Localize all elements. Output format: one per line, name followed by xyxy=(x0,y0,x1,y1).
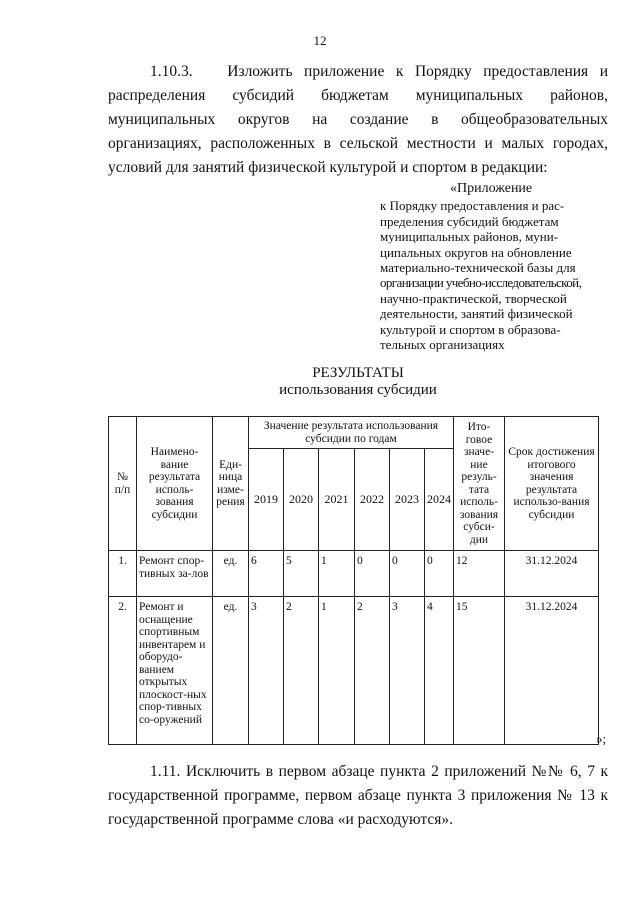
header-year: 2023 xyxy=(390,449,425,551)
intro-paragraph-text: Изложить приложение к Порядку предоставления и распределения субсидий бюджетам муниципальных районов, муниципальных округов на создание в общеобразовательных организациях, расположенных в сельской местности и малых городах, условий для занятий физической культурой и спортом в редакции: xyxy=(108,63,608,176)
appendix-heading: «Приложение xyxy=(450,181,533,196)
closing-paragraph-number: 1.11. xyxy=(150,763,181,780)
page-number: 12 xyxy=(313,33,327,48)
appendix-line: организации учебно-исследовательской, xyxy=(380,275,582,291)
row-deadline: 31.12.2024 xyxy=(505,551,599,597)
row-unit: ед. xyxy=(213,597,249,745)
appendix-line: материально-технической базы для xyxy=(380,260,576,276)
row-total: 12 xyxy=(454,551,505,597)
row-value: 0 xyxy=(355,551,390,597)
results-table xyxy=(108,416,599,745)
row-value: 1 xyxy=(319,551,355,597)
results-subtitle: использования субсидии xyxy=(279,382,437,398)
appendix-line: к Порядку предоставления и рас- xyxy=(380,198,565,214)
header-deadline: Срок достижения итогового значения результата использо-вания субсидии xyxy=(505,417,599,551)
row-value: 1 xyxy=(319,597,355,745)
row-deadline: 31.12.2024 xyxy=(505,597,599,745)
row-value: 4 xyxy=(425,597,454,745)
appendix-line: пределения субсидий бюджетам xyxy=(380,213,559,229)
header-unit: Еди-ница изме-рения xyxy=(213,417,249,551)
header-year: 2019 xyxy=(249,449,284,551)
appendix-line: культурой и спортом в образова- xyxy=(380,321,561,337)
row-value: 2 xyxy=(355,597,390,745)
row-value: 0 xyxy=(390,551,425,597)
row-num: 1. xyxy=(109,551,137,597)
appendix-line: ципальных округов на обновление xyxy=(380,244,572,260)
table-header-row xyxy=(109,417,599,449)
row-value: 3 xyxy=(249,597,284,745)
row-value: 0 xyxy=(425,551,454,597)
appendix-note xyxy=(380,181,610,352)
row-name: Ремонт спор-тивных за-лов xyxy=(137,551,213,597)
row-total: 15 xyxy=(454,597,505,745)
row-value: 2 xyxy=(284,597,319,745)
header-name: Наимено-вание результата исполь-зования субсидии xyxy=(137,417,213,551)
header-value-group: Значение результата использования субсидии по годам xyxy=(249,417,454,449)
row-num: 2. xyxy=(109,597,137,745)
header-year: 2022 xyxy=(355,449,390,551)
intro-paragraph-number: 1.10.3. xyxy=(150,63,193,80)
row-unit: ед. xyxy=(213,551,249,597)
header-total: Ито-говое значе-ние резуль-тата исполь-зования субси-дии xyxy=(454,417,505,551)
header-num: № п/п xyxy=(109,417,137,551)
results-title: РЕЗУЛЬТАТЫ xyxy=(312,365,404,381)
closing-paragraph xyxy=(108,760,608,832)
header-year: 2021 xyxy=(319,449,355,551)
table-row xyxy=(109,551,599,597)
closing-quote-mark: »; xyxy=(596,731,607,746)
appendix-line: муниципальных районов, муни- xyxy=(380,229,559,245)
appendix-line: деятельности, занятий физической xyxy=(380,306,573,322)
row-value: 5 xyxy=(284,551,319,597)
header-year: 2024 xyxy=(425,449,454,551)
header-year: 2020 xyxy=(284,449,319,551)
appendix-line: тельных организациях xyxy=(380,337,505,353)
row-name: Ремонт и оснащение спортивным инвентарем и оборудо-ванием открытых плоскост-ных спор-тивных со-оружений xyxy=(137,597,213,745)
table-row xyxy=(109,597,599,745)
appendix-line: научно-практической, творческой xyxy=(380,290,567,306)
closing-paragraph-text: Исключить в первом абзаце пункта 2 приложений №№ 6, 7 к государственной программе, первом абзаце пункта 3 приложения № 13 к государственной программе слова «и расходуются». xyxy=(108,763,609,828)
row-value: 6 xyxy=(249,551,284,597)
intro-paragraph xyxy=(108,60,608,180)
row-value: 3 xyxy=(390,597,425,745)
